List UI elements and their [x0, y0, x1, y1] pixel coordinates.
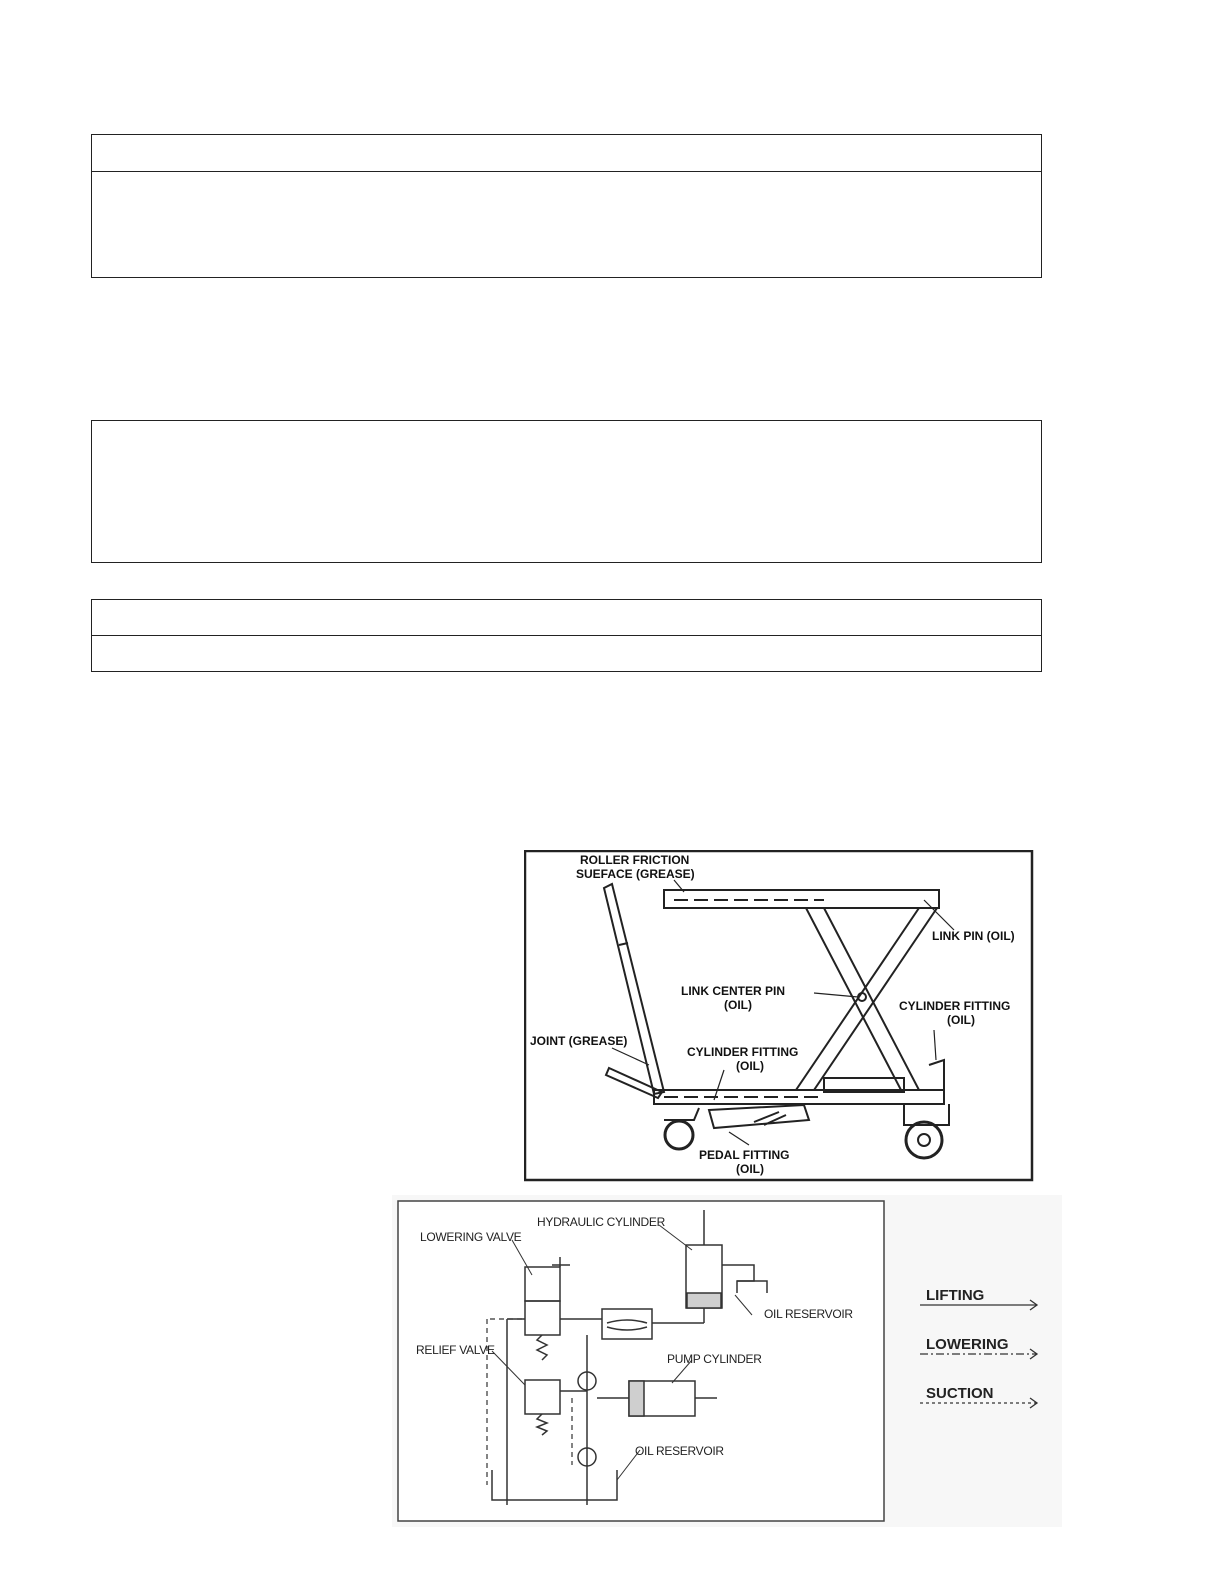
top-box [91, 134, 1042, 278]
label-relief-valve: RELIEF VALVE [416, 1343, 495, 1357]
lift-table-lubrication-figure [524, 850, 1034, 1182]
label-cylinder-fitting-right-1: CYLINDER FITTING [899, 999, 1011, 1013]
label-roller-friction-2: SUEFACE (GREASE) [576, 867, 695, 881]
label-pedal-fitting-1: PEDAL FITTING [699, 1148, 790, 1162]
label-hydraulic-cylinder: HYDRAULIC CYLINDER [537, 1215, 665, 1229]
label-cylinder-fitting-right-2: (OIL) [947, 1013, 975, 1027]
label-pump-cylinder: PUMP CYLINDER [667, 1352, 762, 1366]
label-oil-reservoir-bottom: OIL RESERVOIR [635, 1444, 724, 1458]
top-box-divider [92, 171, 1041, 172]
lower-box [91, 599, 1042, 672]
legend-suction-label: SUCTION [926, 1385, 994, 1402]
label-link-pin: LINK PIN (OIL) [932, 929, 1015, 943]
label-link-center-pin-1: LINK CENTER PIN [681, 984, 786, 998]
lower-box-divider [92, 635, 1041, 636]
label-cylinder-fitting-mid-2: (OIL) [736, 1059, 764, 1073]
label-link-center-pin-2: (OIL) [724, 998, 752, 1012]
label-roller-friction-1: ROLLER FRICTION [580, 853, 690, 867]
label-pedal-fitting-2: (OIL) [736, 1162, 764, 1176]
label-joint: JOINT (GREASE) [530, 1034, 628, 1048]
legend-lifting-label: LIFTING [926, 1287, 985, 1304]
legend-lowering-label: LOWERING [926, 1336, 1009, 1353]
label-oil-reservoir-top: OIL RESERVOIR [764, 1307, 853, 1321]
middle-box [91, 420, 1042, 563]
label-cylinder-fitting-mid-1: CYLINDER FITTING [687, 1045, 799, 1059]
label-lowering-valve: LOWERING VALVE [420, 1230, 522, 1244]
hydraulic-circuit-figure [392, 1195, 1062, 1527]
